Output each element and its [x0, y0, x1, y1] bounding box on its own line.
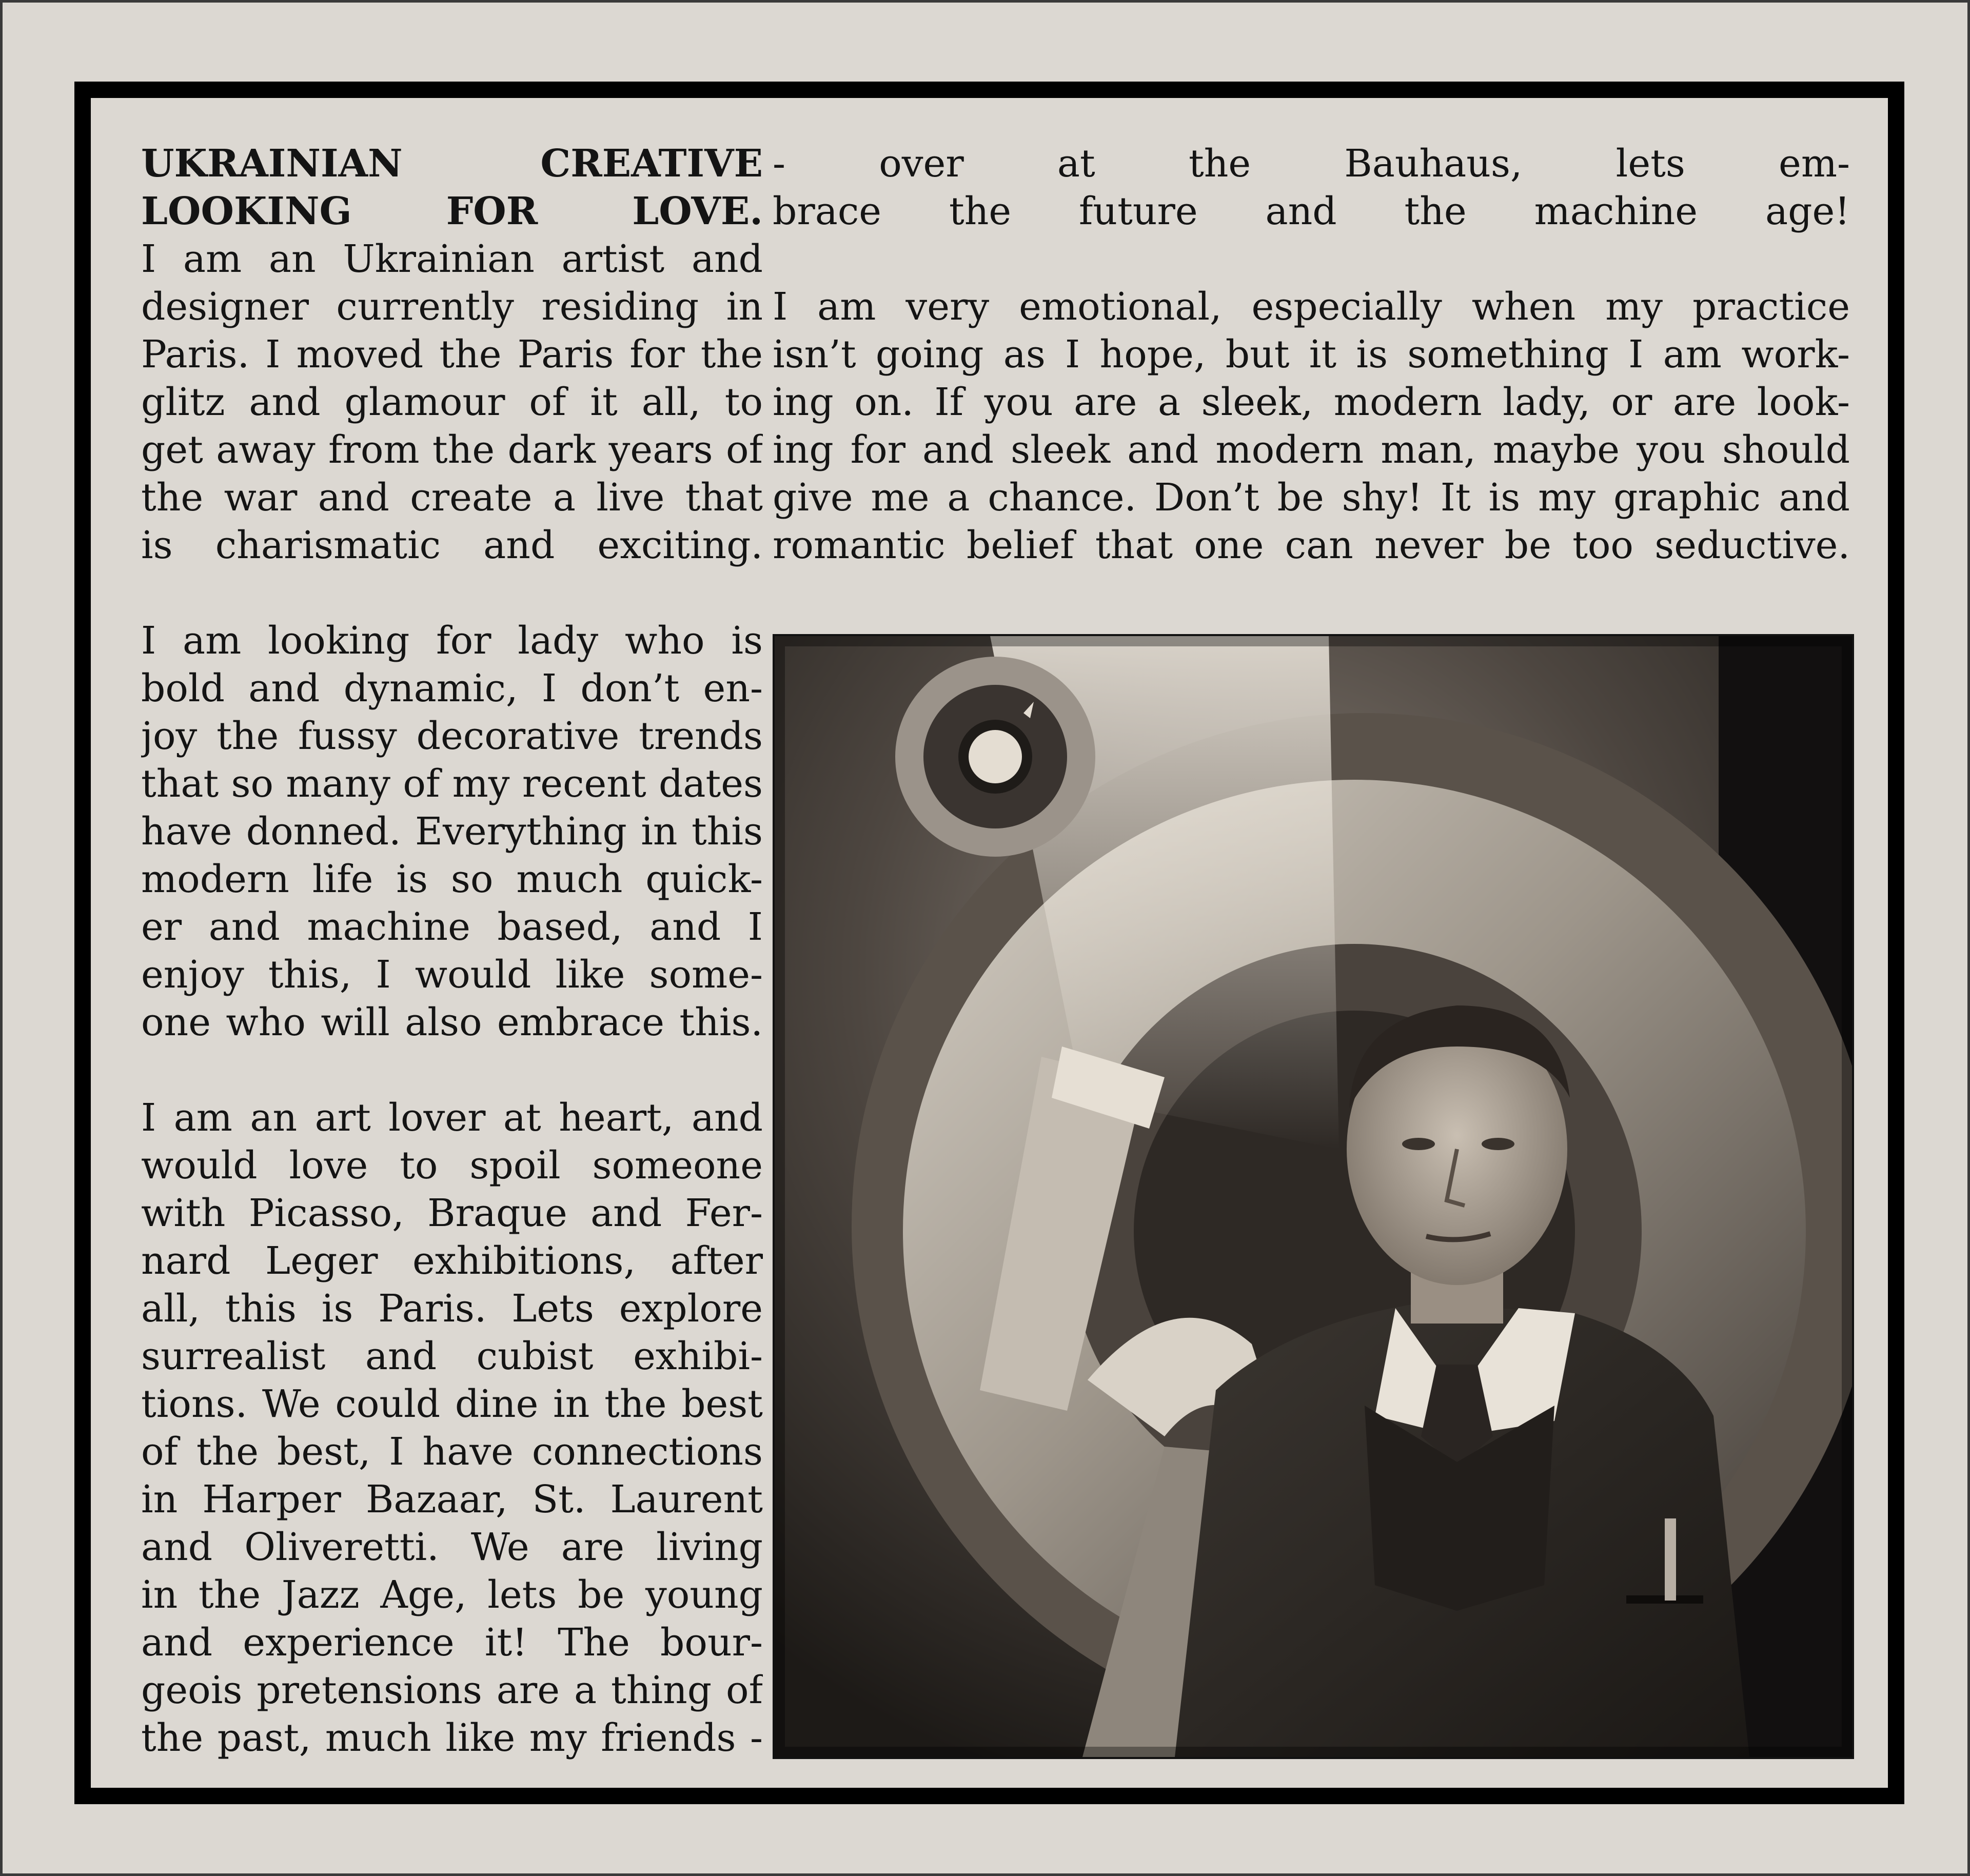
text-line: give me a chance. Don’t be shy! It is my graphic and: [773, 476, 1850, 520]
text-line: er and machine based, and I: [141, 905, 763, 949]
text-line: would love to spoil someone: [141, 1143, 763, 1188]
text-line: Paris. I moved the Paris for the: [141, 332, 763, 377]
text-line: glitz and glamour of it all, to: [141, 380, 763, 424]
text-line: bold and dynamic, I don’t en-: [141, 666, 763, 710]
text-line: the war and create a live that: [141, 476, 763, 520]
left-column: [141, 140, 763, 1762]
headline-line: UKRAINIAN CREATIVE: [141, 142, 763, 186]
text-line: isn’t going as I hope, but it is something I am work-: [773, 332, 1850, 377]
text-line: enjoy this, I would like some-: [141, 953, 763, 997]
portrait-photo: [773, 634, 1854, 1759]
text-line: ing on. If you are a sleek, modern lady, or are look-: [773, 380, 1850, 424]
text-line: tions. We could dine in the best: [141, 1382, 763, 1426]
text-line: surrealist and cubist exhibi-: [141, 1334, 763, 1378]
text-line: and Oliveretti. We are living: [141, 1525, 763, 1569]
text-line: modern life is so much quick-: [141, 857, 763, 901]
text-line: that so many of my recent dates: [141, 762, 763, 806]
text-line: and experience it! The bour-: [141, 1621, 763, 1665]
text-line: is charismatic and exciting.: [141, 523, 763, 567]
text-line: of the best, I have connections: [141, 1430, 763, 1474]
text-line: I am an art lover at heart, and: [141, 1096, 763, 1140]
paragraph-gap: [141, 1046, 763, 1094]
right-column: [773, 140, 1850, 569]
text-line: all, this is Paris. Lets explore: [141, 1287, 763, 1331]
text-line: ing for and sleek and modern man, maybe you should: [773, 428, 1850, 472]
text-line: the past, much like my friends -: [141, 1716, 763, 1760]
text-line: in the Jazz Age, lets be young: [141, 1573, 763, 1617]
black-frame: [74, 82, 1904, 1804]
text-line: one who will also embrace this.: [141, 1000, 763, 1044]
text-line: I am an Ukrainian artist and: [141, 237, 763, 281]
text-line: - over at the Bauhaus, lets em-: [773, 142, 1850, 186]
text-line: romantic belief that one can never be too seductive.: [773, 523, 1850, 567]
text-line: with Picasso, Braque and Fer-: [141, 1191, 763, 1235]
text-line: get away from the dark years of: [141, 428, 763, 472]
headline-line: LOOKING FOR LOVE.: [141, 189, 763, 233]
text-line: joy the fussy decorative trends: [141, 714, 763, 758]
text-line: in Harper Bazaar, St. Laurent: [141, 1477, 763, 1522]
text-line: nard Leger exhibitions, after: [141, 1239, 763, 1283]
text-line: designer currently residing in: [141, 285, 763, 329]
text-line: I am very emotional, especially when my practice: [773, 285, 1850, 329]
text-line: I am looking for lady who is: [141, 619, 763, 663]
paragraph-gap: [141, 569, 763, 617]
text-line: geois pretensions are a thing of: [141, 1668, 763, 1712]
text-line: have donned. Everything in this: [141, 809, 763, 854]
text-line: brace the future and the machine age!: [773, 189, 1850, 233]
paragraph-gap: [773, 235, 1850, 283]
article-panel: [91, 98, 1888, 1788]
